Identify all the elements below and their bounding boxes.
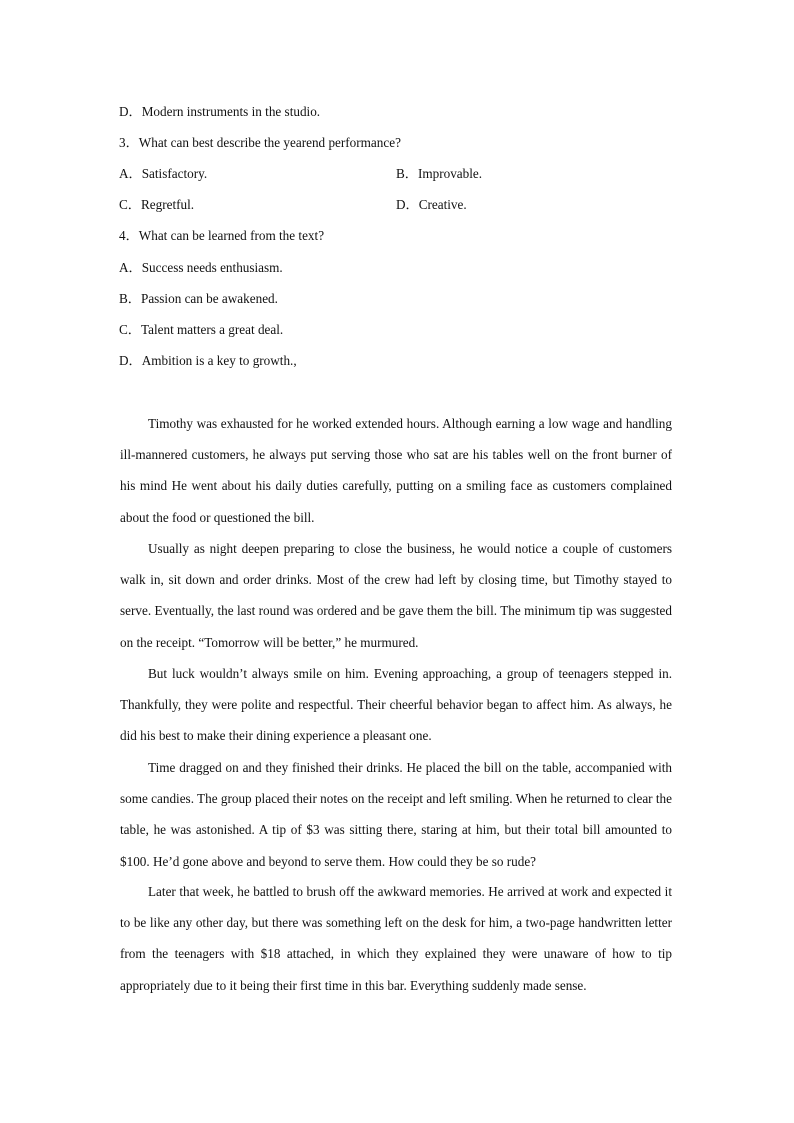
passage-paragraph-5: Later that week, he battled to brush off the awkward memories. He arrived at work and expected it to be like any other day, but there was something left on the desk for him, a two-page handwritten letter from the teenagers with $18 attached, in which they explained they were unaware of how to tip appropriately due to it being their first time in this bar. Everything suddenly made sense. [120, 884, 672, 993]
q4-option-d: D．Ambition is a key to growth., [119, 353, 297, 368]
q4-option-b: B．Passion can be awakened. [119, 291, 278, 306]
q3-question: 3．What can best describe the yearend performance? [119, 135, 401, 150]
q4-option-c: C．Talent matters a great deal. [119, 322, 284, 337]
q2-option-d: D．Modern instruments in the studio. [119, 104, 321, 119]
q4-option-a: A．Success needs enthusiasm. [119, 260, 283, 275]
q3-option-b: B．Improvable. [396, 166, 483, 181]
q4-question: 4．What can be learned from the text? [119, 228, 325, 243]
passage-paragraph-3: But luck wouldn’t always smile on him. Evening approaching, a group of teenagers stepped in. Thankfully, they were polite and respectful. Their cheerful behavior began to affect him. As always, he did his best to make their dining experience a pleasant one. [120, 666, 672, 744]
passage-paragraph-2: Usually as night deepen preparing to close the business, he would notice a couple of customers walk in, sit down and order drinks. Most of the crew had left by closing time, but Timothy stayed to serve. Eventually, the last round was ordered and be gave them the bill. The minimum tip was suggested on the receipt. “Tomorrow will be better,” he murmured. [120, 541, 672, 650]
q3-option-c: C．Regretful. [119, 197, 195, 212]
q3-option-a: A．Satisfactory. [119, 166, 208, 181]
passage-paragraph-1: Timothy was exhausted for he worked extended hours. Although earning a low wage and handling ill-mannered customers, he always put serving those who sat are his tables well on the front burner of his mind He went about his daily duties carefully, putting on a smiling face as customers complained about the food or questioned the bill. [120, 416, 672, 525]
q3-option-d: D．Creative. [396, 197, 467, 212]
passage-paragraph-4: Time dragged on and they finished their drinks. He placed the bill on the table, accompanied with some candies. The group placed their notes on the receipt and left smiling. When he returned to clear the table, he was astonished. A tip of $3 was sitting there, staring at him, but their total bill amounted to $100. He’d gone above and beyond to serve them. How could they be so rude? [120, 760, 672, 869]
